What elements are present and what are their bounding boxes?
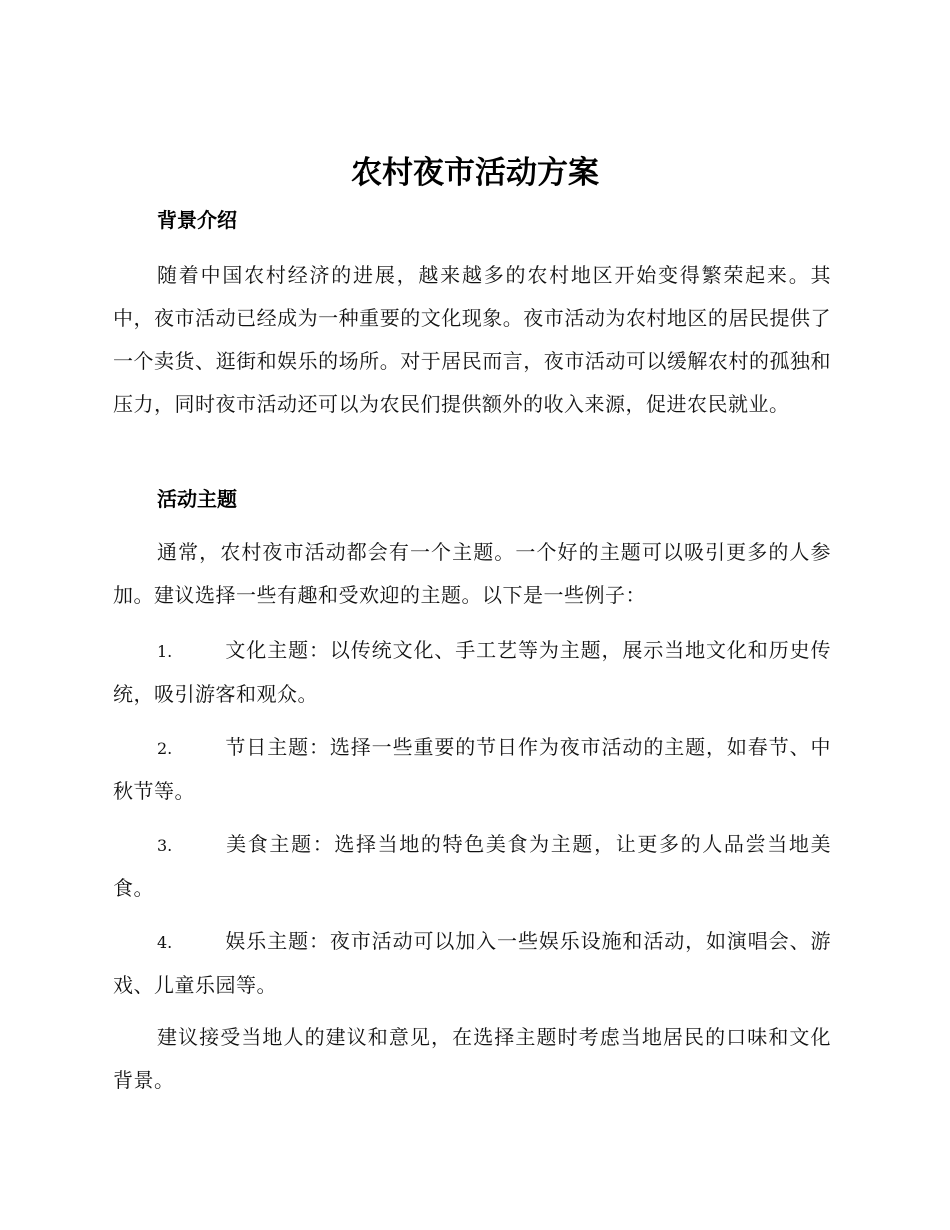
- list-item-text: 节日主题：选择一些重要的节日作为夜市活动的主题，如春节、中秋节等。: [113, 735, 831, 803]
- background-paragraph: 随着中国农村经济的进展，越来越多的农村地区开始变得繁荣起来。其中，夜市活动已经成为一种重要的文化现象。夜市活动为农村地区的居民提供了一个卖货、逛街和娱乐的场所。对于居民而言，夜市活动可以缓解农村的孤独和压力，同时夜市活动还可以为农民们提供额外的收入来源，促进农民就业。: [113, 263, 831, 416]
- list-item: [113, 920, 831, 1007]
- list-item-number: 2.: [157, 739, 173, 758]
- list-item-text: 美食主题：选择当地的特色美食为主题，让更多的人品尝当地美食。: [113, 832, 831, 900]
- list-item-number: 1.: [157, 642, 173, 661]
- list-item-text: 娱乐主题：夜市活动可以加入一些娱乐设施和活动，如演唱会、游戏、儿童乐园等。: [113, 929, 831, 997]
- document-title: 农村夜市活动方案: [351, 155, 599, 191]
- list-item: [113, 823, 831, 910]
- section-heading-background: 背景介绍: [157, 208, 237, 232]
- section-heading-theme: 活动主题: [157, 487, 237, 511]
- list-item-number: 4.: [157, 933, 173, 952]
- list-item-text: 文化主题：以传统文化、手工艺等为主题，展示当地文化和历史传统，吸引游客和观众。: [113, 638, 831, 706]
- theme-closing-paragraph: 建议接受当地人的建议和意见，在选择主题时考虑当地居民的口味和文化背景。: [113, 1025, 831, 1092]
- list-item: [113, 629, 831, 716]
- list-item-number: 3.: [157, 836, 173, 855]
- theme-intro-paragraph: 通常，农村夜市活动都会有一个主题。一个好的主题可以吸引更多的人参加。建议选择一些有趣和受欢迎的主题。以下是一些例子：: [113, 540, 831, 607]
- list-item: [113, 726, 831, 813]
